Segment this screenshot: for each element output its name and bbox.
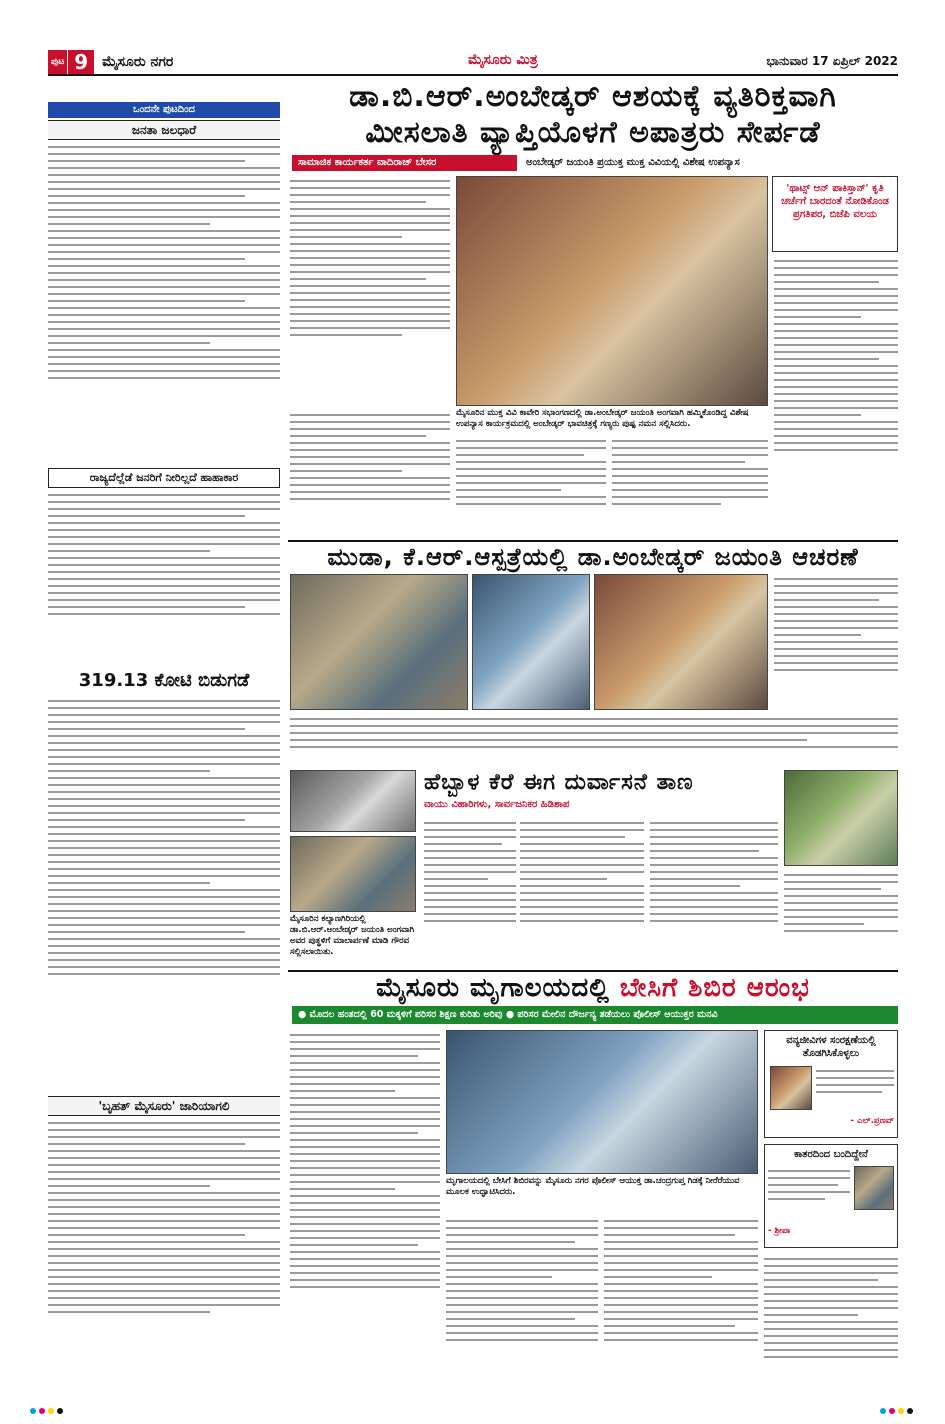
- story4-sidebox-2-photo: [854, 1166, 894, 1210]
- page-label: ಪುಟ: [48, 50, 67, 74]
- lead-body-col1: [290, 176, 450, 406]
- magenta-dot: [889, 1408, 895, 1414]
- masthead: [48, 48, 898, 76]
- story3-body-col4: [784, 870, 898, 964]
- story2-body-col4: [774, 574, 898, 710]
- story2-captions: [290, 714, 898, 766]
- issue-date: ಭಾನುವಾರ 17 ಏಪ್ರಿಲ್ 2022: [766, 54, 898, 68]
- story4-headline-part1: ಮೈಸೂರು ಮೃಗಾಲಯದಲ್ಲಿ: [376, 973, 610, 1003]
- yellow-dot: [898, 1408, 904, 1414]
- registration-dots-right: [880, 1408, 913, 1414]
- story3-lake-photo: [784, 770, 898, 866]
- story1-body: [48, 142, 280, 464]
- story2-photo-2: [472, 574, 590, 710]
- story3-statue-photo: [290, 770, 416, 832]
- yellow-dot: [48, 1408, 54, 1414]
- lead-headline-line1: ಡಾ.ಬಿ.ಆರ್.ಅಂಬೇಡ್ಕರ್ ಆಶಯಕ್ಕೆ ವ್ಯತಿರಿಕ್ತವಾಗಿ: [349, 79, 837, 114]
- story4-body-col3: [604, 1216, 758, 1406]
- story3-heading: 319.13 ಕೋಟಿ ಬಿಡುಗಡೆ: [78, 670, 250, 691]
- story2-photo-3: [594, 574, 768, 710]
- story3-headline: ಹೆಬ್ಬಾಳ ಕೆರೆ ಈಗ ದುರ್ವಾಸನೆ ತಾಣ: [424, 770, 694, 795]
- lead-headline-line2: ಮೀಸಲಾತಿ ವ್ಯಾಪ್ತಿಯೊಳಗೆ ಅಪಾತ್ರರು ಸೇರ್ಪಡೆ: [365, 115, 821, 150]
- lead-photo: [456, 176, 768, 406]
- story2-headline: ಮುಡಾ, ಕೆ.ಆರ್.ಆಸ್ಪತ್ರೆಯಲ್ಲಿ ಡಾ.ಅಂಬೇಡ್ಕರ್ ಜಯಂತಿ ಆಚರಣೆ: [288, 540, 898, 572]
- story4-sidebox-1-name: - ಎಲ್.ಪ್ರಣವ್: [850, 1116, 894, 1126]
- story3-body-col3: [650, 818, 778, 964]
- story4-sidebox-1-title: ವನ್ಯಜೀವಿಗಳ ಸಂರಕ್ಷಣೆಯಲ್ಲಿ ತೊಡಗಿಸಿಕೊಳ್ಳಲು: [786, 1035, 876, 1059]
- story2-heading: ರಾಜ್ಯದೆಲ್ಲೆಡೆ ಜನರಿಗೆ ನೀರಿಲ್ಲದೆ ಹಾಹಾಕಾರ: [48, 468, 280, 488]
- lead-body-col1b: [290, 410, 450, 538]
- lead-body-col2: [456, 436, 606, 538]
- story4-sidebox-1-photo: [770, 1066, 812, 1110]
- story3-body-col2: [520, 818, 644, 964]
- story3-body: [48, 696, 280, 1092]
- story4-sidebox-2-name: - ಶ್ರೀಪಾ: [768, 1226, 791, 1236]
- story4-headline: [288, 970, 898, 1004]
- registration-dots-left: [30, 1408, 63, 1414]
- black-dot: [907, 1408, 913, 1414]
- story1-heading: ಜನತಾ ಜಲಧಾರೆ: [48, 120, 280, 140]
- lead-kicker: ಅಂಬೇಡ್ಕರ್ ಜಯಂತಿ ಪ್ರಯುಕ್ತ ಮುಕ್ತ ವಿವಿಯಲ್ಲಿ ವಿಶೇಷ ಉಪನ್ಯಾಸ: [526, 157, 740, 168]
- story4-heading: 'ಬೃಹತ್ ಮೈಸೂರು' ಜಾರಿಯಾಗಲಿ: [48, 1096, 280, 1116]
- story4-body-col4: [764, 1254, 898, 1406]
- lead-sidebox-title: 'ಥಾಟ್ಸ್ ಆನ್ ಪಾಕಿಸ್ತಾನ್' ಕೃತಿ ಚರ್ಚೆಗೆ ಬಾರದಂತೆ ನೋಡಿಕೊಂಡ ಪ್ರಗತಿಪರ, ಬಿಜೆಪಿ ವಲಯ: [781, 183, 889, 220]
- story4-photo-caption: ಮೃಗಾಲಯದಲ್ಲಿ ಬೇಸಿಗೆ ಶಿಬಿರವನ್ನು ಮೈಸೂರು ನಗರ ಪೊಲೀಸ್ ಆಯುಕ್ತ ಡಾ.ಚಂದ್ರಗುಪ್ತ ಗಿಡಕ್ಕೆ ನೀರೆರೆಯುವ ಮೂಲಕ ಉದ್ಘಾಟಿಸಿದರು.: [446, 1176, 740, 1197]
- story4-body: [48, 1118, 280, 1404]
- lead-photo-caption: ಮೈಸೂರಿನ ಮುಕ್ತ ವಿವಿ ಕಾವೇರಿ ಸಭಾಂಗಣದಲ್ಲಿ ಡಾ.ಅಂಬೇಡ್ಕರ್ ಜಯಂತಿ ಅಂಗವಾಗಿ ಹಮ್ಮಿಕೊಂಡಿದ್ದ ವಿಶೇಷ ಉಪನ್ಯಾಸ ಕಾರ್ಯಕ್ರಮದಲ್ಲಿ ಅಂಬೇಡ್ಕರ್ ಭಾವಚಿತ್ರಕ್ಕೆ ಗಣ್ಯರು ಪುಷ್ಪ ನಮನ ಸಲ್ಲಿಸಿದರು.: [456, 408, 749, 429]
- page-number: 9: [67, 50, 94, 74]
- lead-body-col4: [774, 256, 898, 538]
- lead-red-kicker: ಸಾಮಾಜಿಕ ಕಾರ್ಯಕರ್ತ ವಾದಿರಾಜ್ ಬೇಸರ: [292, 155, 517, 171]
- story4-photo: [446, 1030, 758, 1174]
- cyan-dot: [30, 1408, 36, 1414]
- story4-sidebox-2-title: ಕಾತರದಿಂದ ಬಂದಿದ್ದೇನೆ: [794, 1149, 868, 1160]
- story4-headline-part2: ಬೇಸಿಗೆ ಶಿಬಿರ ಆರಂಭ: [619, 973, 810, 1003]
- lead-body-col3: [612, 436, 768, 538]
- story4-green-kicker: ● ಮೊದಲ ಹಂತದಲ್ಲಿ 60 ಮಕ್ಕಳಿಗೆ ಪರಿಸರ ಶಿಕ್ಷಣ ಕುರಿತು ಅರಿವು ● ಪರಿಸರ ಮೇಲಿನ ದೌರ್ಜನ್ಯ ತಡೆಯಲು ಪೊಲೀಸ್ ಆಯುಕ್ತರ ಮನವಿ: [292, 1006, 898, 1024]
- story4-sidebox-1-body: [816, 1066, 894, 1110]
- story3-body-col1: [424, 818, 516, 964]
- black-dot: [57, 1408, 63, 1414]
- story2-photo-1: [290, 574, 468, 710]
- section-name: ಮೈಸೂರು ನಗರ: [102, 54, 174, 70]
- story3-tagline: ವಾಯು ವಿಹಾರಿಗಳು, ಸಾರ್ವಜನಿಕರ ಹಿಡಿಶಾಪ: [424, 799, 570, 810]
- page-number-box: [48, 50, 173, 74]
- cyan-dot: [880, 1408, 886, 1414]
- paper-name: ಮೈಸೂರು ಮಿತ್ರ: [468, 52, 538, 68]
- story4-body-col2: [446, 1216, 598, 1406]
- magenta-dot: [39, 1408, 45, 1414]
- story3-group-photo: [290, 836, 416, 912]
- story3-photo-caption: ಮೈಸೂರಿನ ಕಲ್ಯಾಣಗಿರಿಯಲ್ಲಿ ಡಾ.ಬಿ.ಆರ್.ಅಂಬೇಡ್ಕರ್ ಜಯಂತಿ ಅಂಗವಾಗಿ ಅವರ ಪುತ್ಥಳಿಗೆ ಮಾಲಾರ್ಪಣೆ ಮಾಡಿ ಗೌರವ ಸಲ್ಲಿಸಲಾಯಿತು.: [290, 914, 415, 957]
- story4-body-col1: [290, 1030, 440, 1406]
- continued-tag: ಒಂದನೇ ಪುಟದಿಂದ: [48, 102, 280, 118]
- story4-sidebox-2-body: [768, 1166, 850, 1222]
- story2-body: [48, 490, 280, 668]
